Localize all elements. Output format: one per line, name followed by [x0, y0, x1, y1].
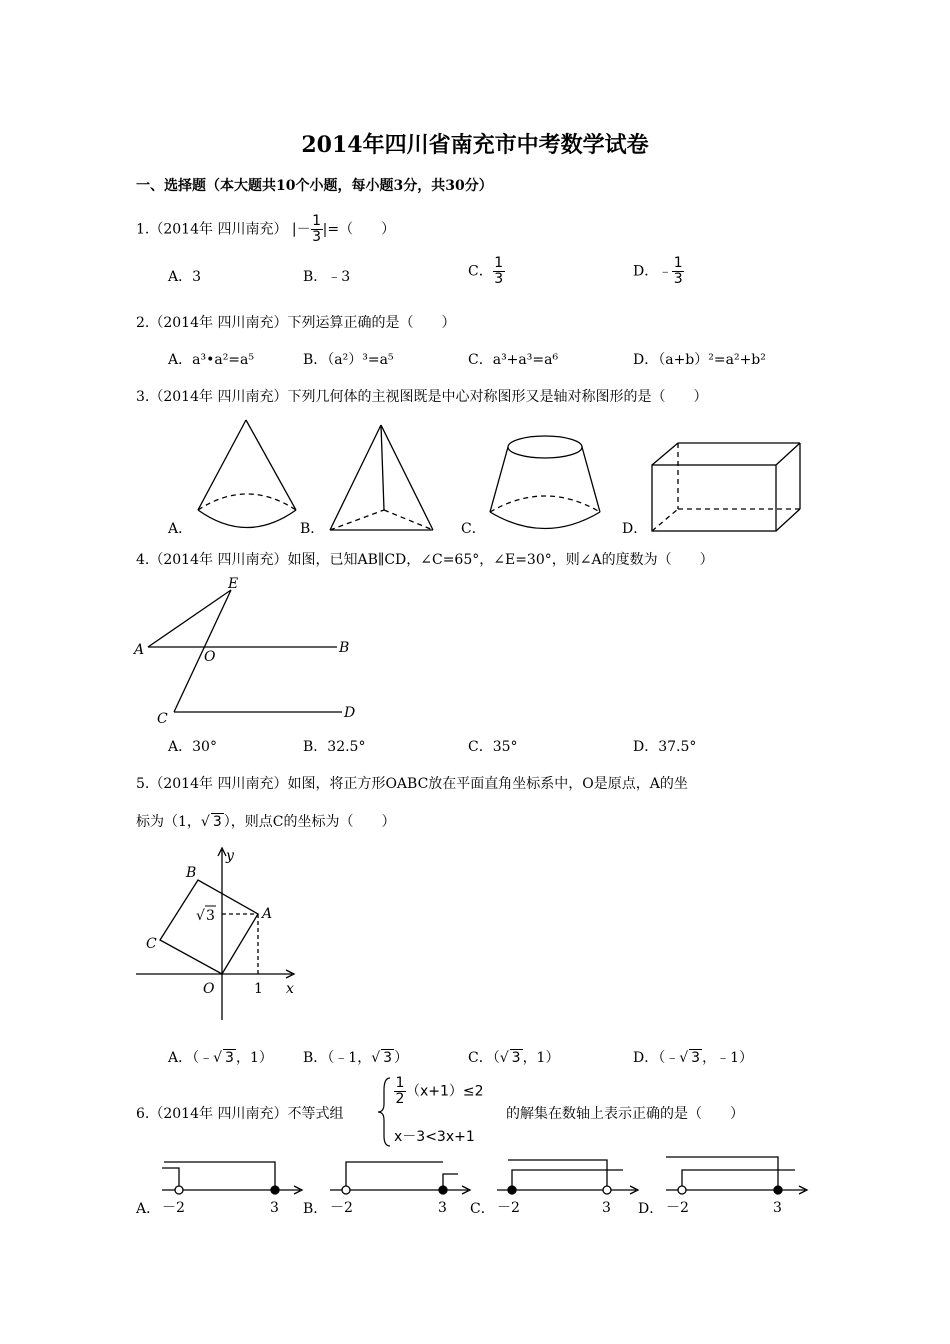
q6-stem-post: 的解集在数轴上表示正确的是（ ） — [506, 1106, 744, 1122]
q4-option-d[interactable] — [633, 736, 696, 756]
numberline-b[interactable] — [330, 1162, 470, 1194]
label-c: C — [146, 936, 157, 952]
label-e: E — [228, 576, 239, 592]
q3-option-b[interactable]: B． — [300, 521, 325, 537]
option-post: ，1） — [522, 1050, 560, 1066]
label-y: y — [226, 848, 234, 864]
option-pre: （﹣ — [658, 1050, 680, 1066]
q5-stem-2-pre: 标为（1， — [136, 814, 201, 830]
label-sqrt3: 3 — [206, 908, 215, 924]
q6-source: （2014年 四川南充） — [149, 1106, 288, 1122]
tick-right-d: 3 — [773, 1200, 782, 1216]
q2-source: （2014年 四川南充） — [149, 315, 288, 331]
inequality-1 — [394, 1076, 484, 1107]
option-post: ，1） — [235, 1050, 273, 1066]
q5-option-d[interactable]: D．（﹣√ 3 ，﹣1） — [633, 1050, 753, 1066]
q2-stem: 下列运算正确的是（ ） — [287, 315, 456, 331]
label-a: A — [262, 906, 273, 922]
ineq1-rest: （x+1）≤2 — [406, 1083, 484, 1100]
option-text: （a²）³=a⁵ — [327, 352, 394, 368]
q4-option-c[interactable] — [468, 736, 518, 756]
option-label: C． — [468, 263, 493, 280]
label-x: x — [286, 981, 294, 997]
q5-number: 5. — [136, 776, 150, 792]
q5-option-c[interactable]: C．（√ 3 ，1） — [468, 1050, 560, 1066]
option-pre: （ — [492, 1050, 500, 1066]
q5-stem-2-post: ），则点C的坐标为（ ） — [223, 814, 396, 830]
option-sqrt: 3 — [511, 1050, 521, 1066]
option-post: ，﹣1） — [702, 1050, 753, 1066]
label-a: A — [134, 642, 145, 658]
frac-num: 1 — [494, 255, 504, 271]
numberline-c[interactable] — [497, 1160, 638, 1194]
option-label: A． — [168, 1050, 193, 1066]
q4-option-a[interactable] — [168, 736, 217, 756]
option-label: C． — [468, 1050, 493, 1066]
option-label: D． — [633, 263, 659, 280]
q6-option-c[interactable]: C． — [470, 1201, 495, 1217]
q5-option-b[interactable]: B．（﹣1，√ 3 ） — [303, 1050, 409, 1066]
q4-number: 4. — [136, 552, 150, 568]
q5-stem-1: 如图，将正方形OABC放在平面直角坐标系中，O是原点，A的坐 — [287, 776, 688, 792]
sqrt-sign: √ — [196, 908, 205, 924]
q3-number: 3. — [136, 389, 150, 405]
tick-right-c: 3 — [602, 1200, 611, 1216]
option-text: 3 — [192, 269, 202, 285]
q1-expr-lead: |－ — [291, 221, 311, 238]
q1-number: 1. — [136, 221, 150, 238]
option-label: B． — [303, 352, 328, 368]
tick-left-c: －2 — [497, 1200, 520, 1216]
q3-stem: 下列几何体的主视图既是中心对称图形又是轴对称图形的是（ ） — [287, 389, 708, 405]
number-lines — [162, 1157, 807, 1194]
option-label: A． — [168, 269, 193, 285]
q4-stem: 如图，已知AB∥CD，∠C=65°，∠E=30°，则∠A的度数为（ ） — [287, 552, 714, 568]
q3-option-d[interactable]: D． — [622, 521, 648, 537]
option-label: D． — [633, 1050, 659, 1066]
label-d: D — [344, 705, 356, 721]
ineq1-den: 2 — [395, 1091, 405, 1107]
question-5-line2: 标为（1，√ 3 ），则点C的坐标为（ ） — [136, 814, 396, 830]
option-text: 30° — [192, 739, 217, 755]
option-post: ） — [394, 1050, 409, 1066]
frac-den: 3 — [494, 271, 504, 287]
tick-left-b: －2 — [330, 1200, 353, 1216]
parallel-lines-figure — [148, 590, 342, 712]
inequality-2: x－3<3x+1 — [394, 1129, 475, 1145]
option-label: B． — [303, 739, 328, 755]
q1-source: （2014年 四川南充） — [149, 221, 288, 238]
option-text: 37.5° — [658, 739, 697, 755]
frac-num: 1 — [673, 255, 683, 271]
q4-source: （2014年 四川南充） — [149, 552, 288, 568]
ineq1-fraction — [394, 1076, 406, 1107]
option-text: a³•a²=a⁵ — [192, 352, 254, 368]
q2-number: 2. — [136, 315, 150, 331]
label-b: B — [339, 640, 350, 656]
pyramid-figure[interactable] — [330, 425, 433, 530]
option-text: 35° — [492, 739, 518, 755]
page-title: 2014年四川省南充市中考数学试卷 — [301, 132, 649, 158]
cuboid-figure[interactable] — [652, 443, 800, 531]
q5-stem-sqrt: 3 — [212, 814, 222, 830]
label-one: 1 — [254, 981, 263, 997]
numberline-d[interactable] — [666, 1157, 807, 1194]
frac-den: 3 — [673, 271, 683, 287]
option-sqrt: 3 — [225, 1050, 234, 1066]
label-o: O — [204, 649, 216, 665]
option-text: a³+a³=a⁶ — [492, 352, 559, 368]
q1-frac-den: 3 — [312, 229, 322, 245]
option-text: （a+b）²=a²+b² — [658, 352, 766, 368]
label-o: O — [203, 981, 215, 997]
option-text: ﹣ — [658, 263, 673, 280]
label-b: B — [186, 865, 197, 881]
option-label: C． — [468, 739, 493, 755]
section-heading: 一、选择题（本大题共10个小题，每小题3分，共30分） — [136, 178, 493, 194]
system-brace — [378, 1078, 390, 1146]
tick-left-a: －2 — [162, 1200, 185, 1216]
option-label: C． — [468, 352, 493, 368]
frustum-figure[interactable] — [490, 436, 600, 529]
q1-frac-num: 1 — [312, 213, 322, 229]
question-4 — [136, 549, 714, 569]
option-pre: （﹣ — [192, 1050, 214, 1066]
q6-option-a[interactable]: A． — [136, 1201, 161, 1217]
question-5-line1 — [136, 773, 688, 793]
option-label: D． — [633, 352, 659, 368]
q3-source: （2014年 四川南充） — [149, 389, 288, 405]
label-c: C — [157, 711, 168, 727]
option-label: A． — [168, 352, 193, 368]
tick-left-d: －2 — [666, 1200, 689, 1216]
ineq1-num: 1 — [395, 1075, 405, 1091]
q5-labels — [146, 848, 294, 997]
cone-figure[interactable] — [198, 420, 296, 528]
option-sqrt: 3 — [383, 1050, 393, 1066]
numberline-a[interactable] — [162, 1162, 302, 1194]
q6-stem-pre: 不等式组 — [287, 1106, 344, 1122]
q6-number: 6. — [136, 1106, 150, 1122]
option-pre: （﹣1， — [327, 1050, 372, 1066]
coordinate-figure — [136, 848, 294, 1020]
option-text: 32.5° — [327, 739, 366, 755]
option-label: B． — [303, 269, 328, 285]
tick-right-b: 3 — [438, 1200, 447, 1216]
option-sqrt: 3 — [691, 1050, 701, 1066]
option-label: D． — [633, 739, 659, 755]
q5-option-a[interactable]: A．（﹣√ 3 ，1） — [168, 1050, 273, 1066]
option-label: B． — [303, 1050, 328, 1066]
tick-right-a: 3 — [270, 1200, 279, 1216]
option-label: A． — [168, 739, 193, 755]
q6-option-b[interactable]: B． — [303, 1201, 328, 1217]
q4-point-labels — [132, 576, 355, 727]
q1-expr-tail: |=（ ） — [322, 221, 396, 238]
option-text: ﹣3 — [327, 269, 351, 285]
q6-option-d[interactable]: D． — [638, 1201, 664, 1217]
question-6 — [136, 1103, 343, 1123]
q3-option-a[interactable]: A． — [168, 521, 193, 537]
q5-source: （2014年 四川南充） — [149, 776, 288, 792]
q4-option-b[interactable] — [303, 736, 365, 756]
q3-option-c[interactable]: C． — [461, 521, 486, 537]
